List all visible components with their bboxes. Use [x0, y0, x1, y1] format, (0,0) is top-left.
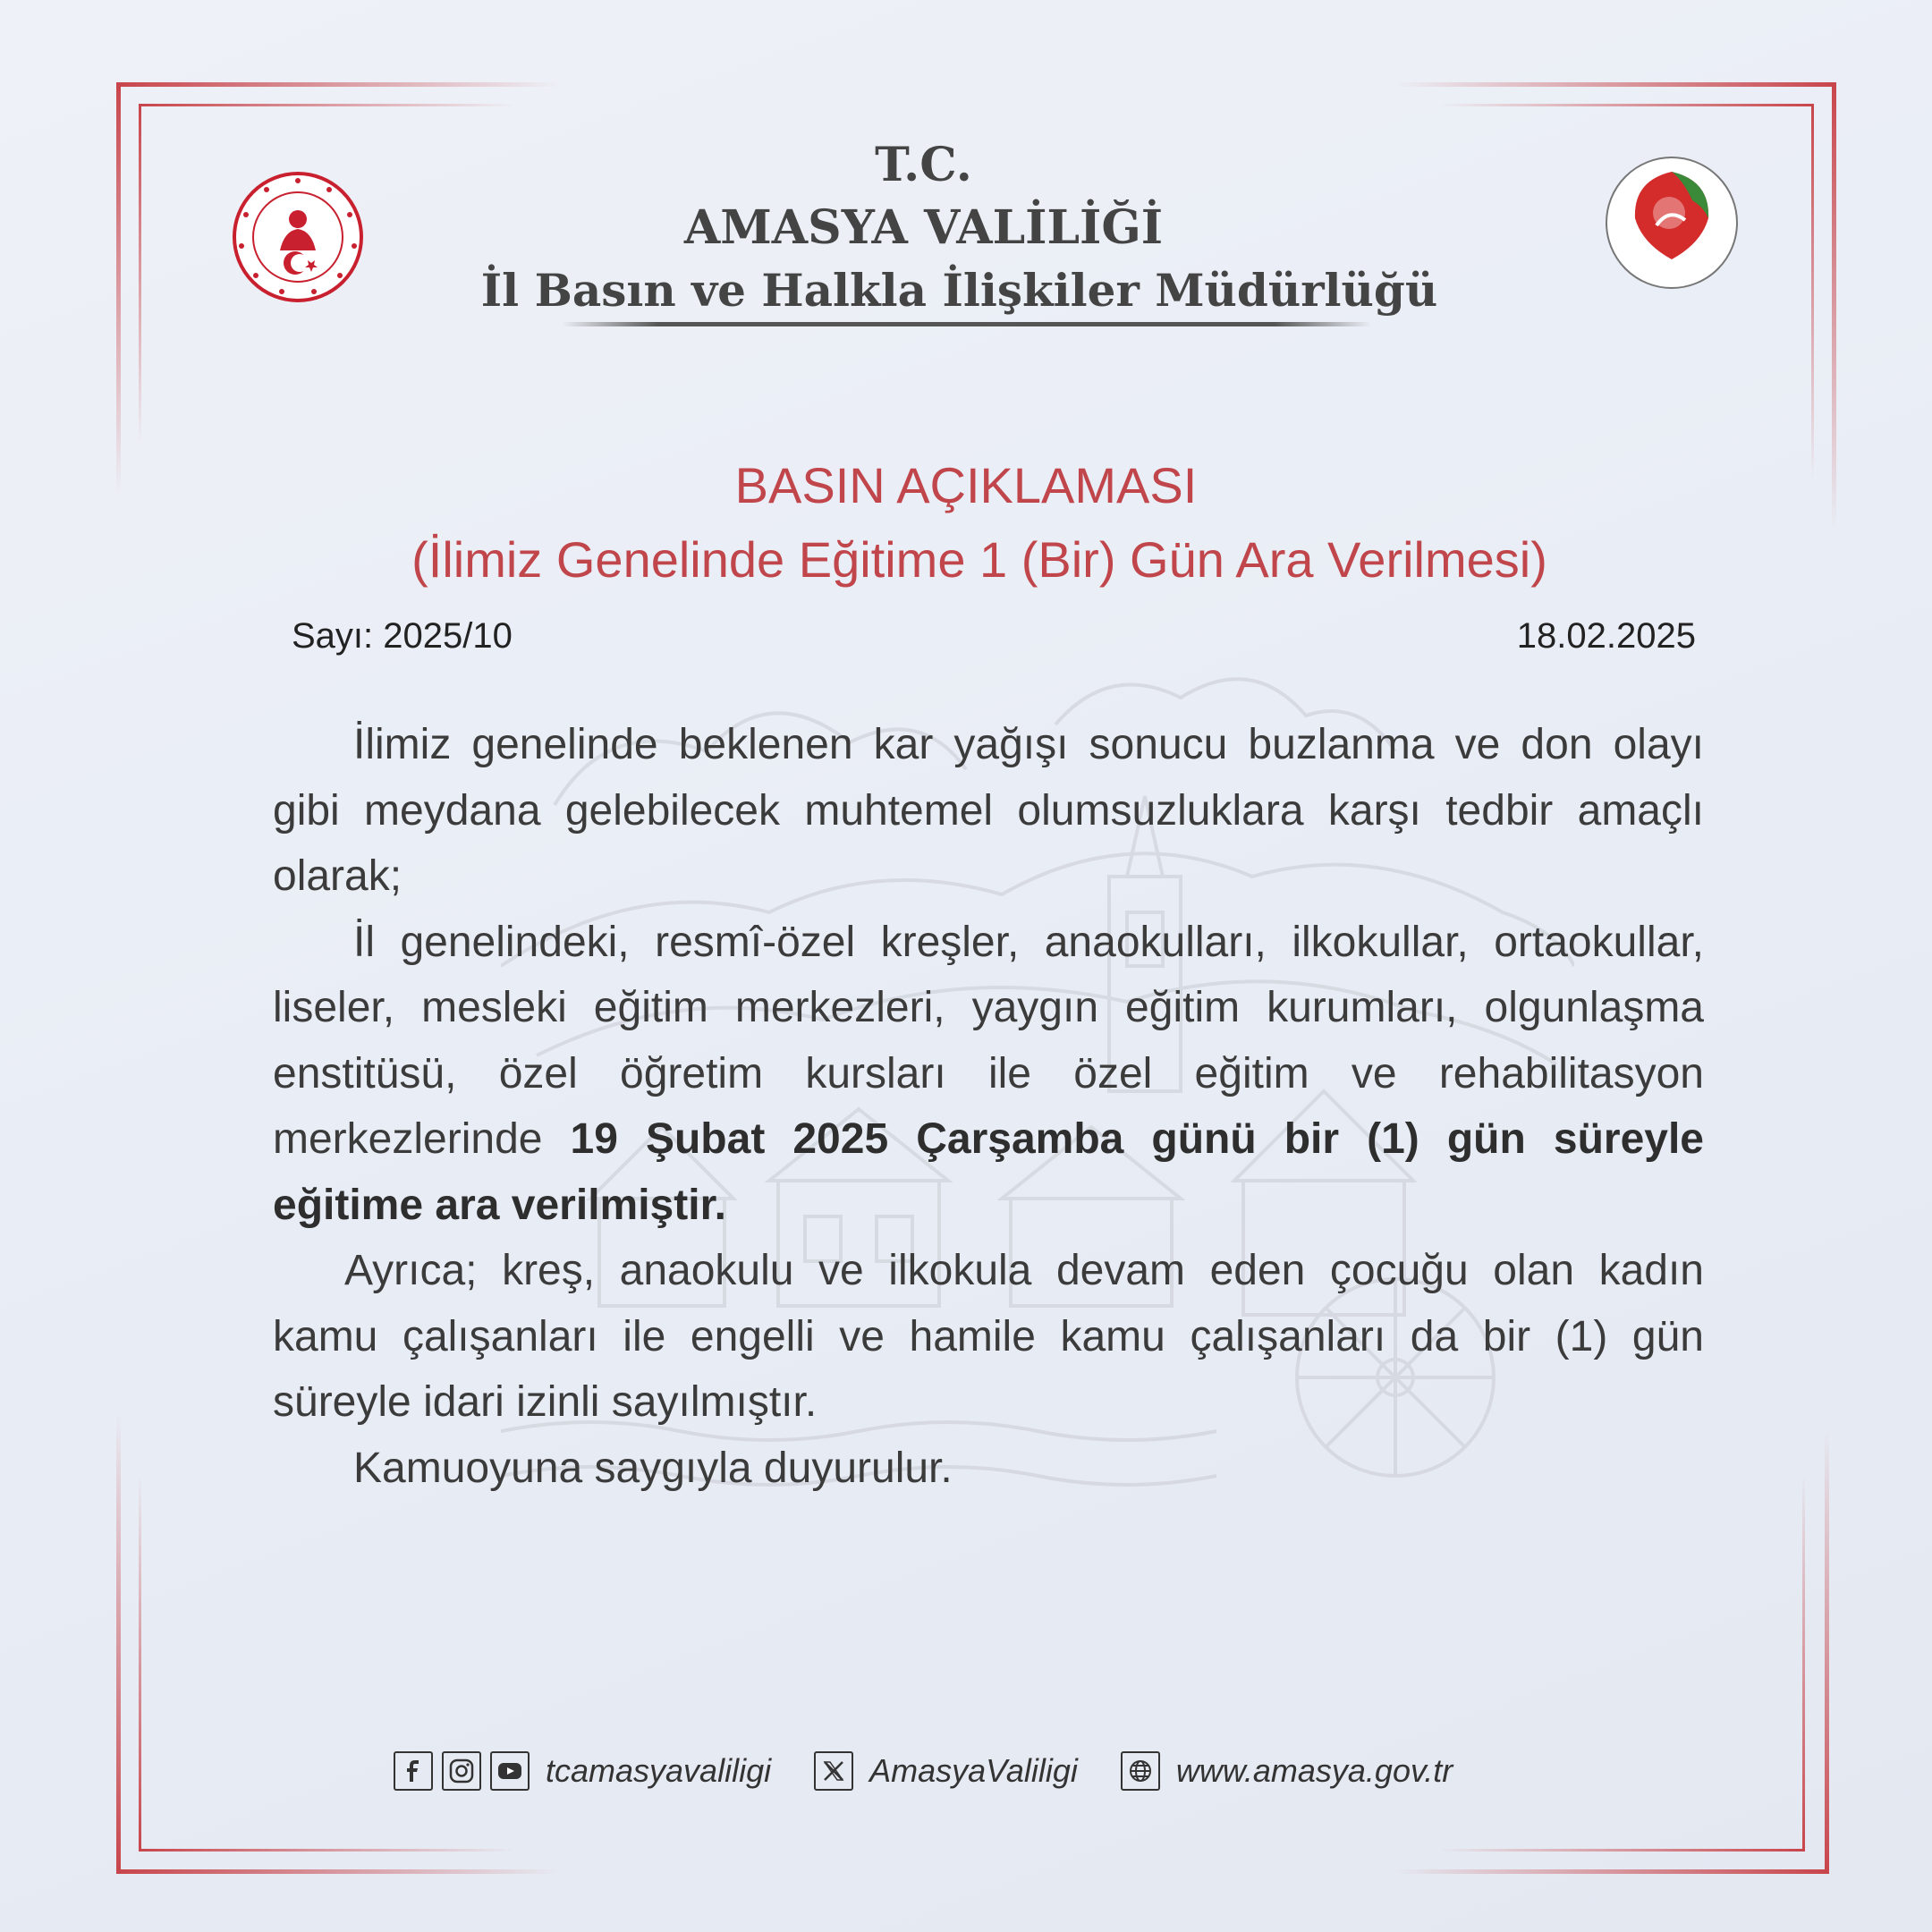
- letterhead-divider: [562, 322, 1371, 326]
- press-release-body: [273, 712, 1704, 1501]
- body-paragraph-4: Kamuoyuna saygıyla duyurulur.: [353, 1444, 953, 1492]
- facebook-icon[interactable]: [394, 1751, 433, 1791]
- website-link[interactable]: www.amasya.gov.tr: [1175, 1752, 1453, 1789]
- x-handle[interactable]: AmasyaValiligi: [869, 1752, 1078, 1789]
- body-paragraph-3: Ayrıca; kreş, anaokulu ve ilkokula devam eden çocuğu olan kadın kamu çalışanları ile engelli ve hamile kamu çalışanları da bir (1) gün süreyle idari izinli sayılmıştır.: [273, 1247, 1704, 1426]
- youtube-icon[interactable]: [490, 1751, 530, 1791]
- title-main: BASIN AÇIKLAMASI: [734, 457, 1198, 513]
- instagram-icon[interactable]: [442, 1751, 481, 1791]
- letterhead-tc: T.C.: [875, 138, 972, 192]
- document-number: Sayı: 2025/10: [292, 615, 513, 656]
- globe-icon[interactable]: [1121, 1751, 1160, 1791]
- letterhead-governorship: AMASYA VALİLİĞİ: [683, 200, 1164, 255]
- document-meta: [292, 611, 1696, 661]
- social-handle[interactable]: tcamasyavaliligi: [546, 1752, 772, 1789]
- press-release-title: [0, 450, 1932, 597]
- title-subject: (İlimiz Genelinde Eğitime 1 (Bir) Gün Ara Verilmesi): [411, 531, 1547, 588]
- body-paragraph-2: [273, 910, 1704, 1239]
- letterhead-directorate: İl Basın ve Halkla İlişkiler Müdürlüğü: [480, 264, 1438, 317]
- x-icon[interactable]: [814, 1751, 853, 1791]
- body-paragraph-1: İlimiz genelinde beklenen kar yağışı sonucu buzlanma ve don olayı gibi meydana gelebilecek muhtemel olumsuzluklara karşı tedbir amaçlı olarak;: [273, 721, 1704, 900]
- document-date: 18.02.2025: [1516, 615, 1696, 656]
- body-paragraph-2-highlight: 19 Şubat 2025 Çarşamba günü bir (1) gün süreyle eğitime ara verilmiştir.: [273, 1115, 1704, 1229]
- contact-footer: [394, 1749, 1453, 1793]
- body-paragraph-2-text: İl genelindeki, resmî-özel kreşler, anaokulları, ilkokullar, ortaokullar, liseler, mesleki eğitim merkezleri, yaygın eğitim kurumları, olgunlaşma enstitüsü, özel öğretim kursları ile özel eğitim ve rehabilitasyon merkezlerinde: [273, 918, 1704, 1163]
- letterhead: [0, 134, 1932, 322]
